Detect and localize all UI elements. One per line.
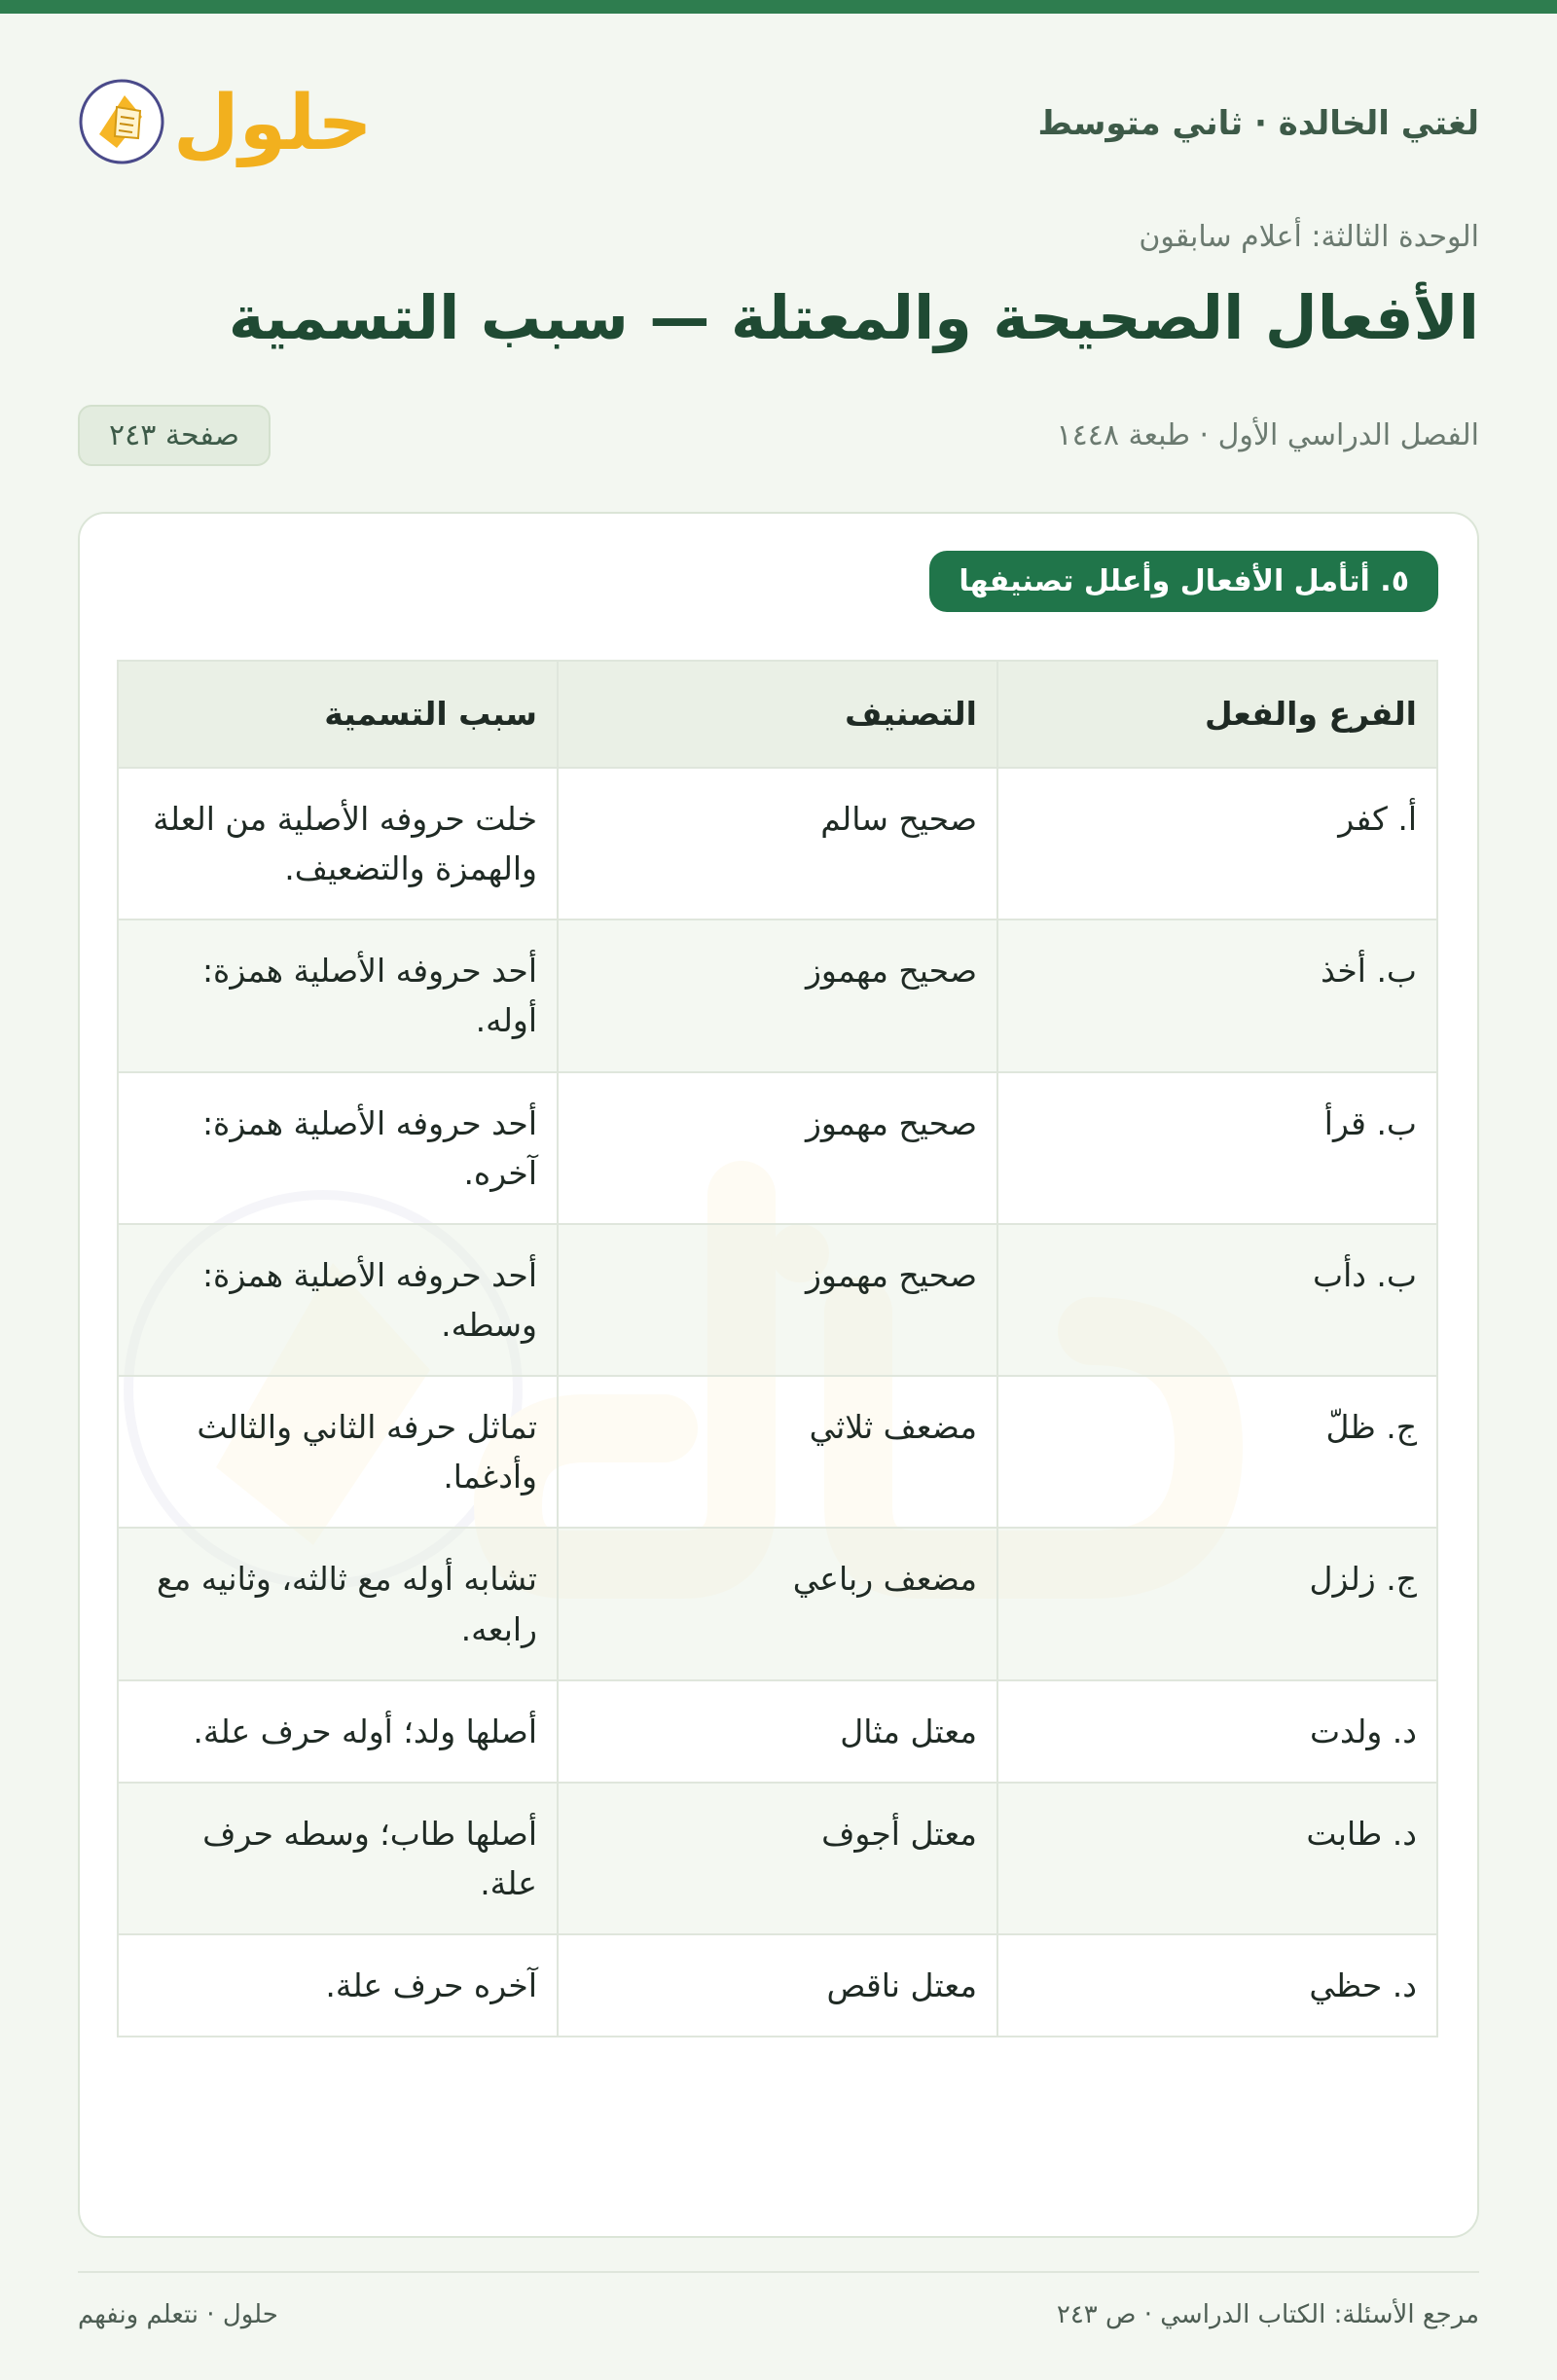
logo-wordmark: حلول [173, 80, 373, 167]
page-number-badge: صفحة ٢٤٣ [78, 405, 271, 466]
unit-label: الوحدة الثالثة: أعلام سابقون [1139, 220, 1479, 254]
reason-cell: أصلها طاب؛ وسطه حرف علة. [118, 1783, 558, 1934]
reason-cell: آخره حرف علة. [118, 1934, 558, 2037]
table-row [118, 1528, 1437, 1679]
semester-label: الفصل الدراسي الأول · طبعة ١٤٤٨ [1056, 417, 1479, 452]
verb-cell: ج. ظلّ [997, 1376, 1437, 1528]
verb-cell: ب. دأب [997, 1224, 1437, 1376]
classification-cell: صحيح سالم [558, 768, 997, 920]
footer-divider [78, 2271, 1479, 2273]
question-label: ٥. أتأمل الأفعال وأعلل تصنيفها [929, 551, 1438, 612]
table-row [118, 1934, 1437, 2037]
classification-cell: معتل ناقص [558, 1934, 997, 2037]
classification-cell: صحيح مهموز [558, 920, 997, 1071]
meta-row [78, 401, 1479, 469]
table-row [118, 768, 1437, 920]
page-title: الأفعال الصحيحة والمعتلة — سبب التسمية [228, 282, 1479, 353]
book-icon [78, 78, 165, 169]
logo[interactable] [78, 78, 373, 169]
verb-cell: د. حظي [997, 1934, 1437, 2037]
column-header-reason: سبب التسمية [118, 661, 558, 768]
question-card [78, 512, 1479, 2238]
verb-cell: د. طابت [997, 1783, 1437, 1934]
column-header-verb: الفرع والفعل [997, 661, 1437, 768]
reason-cell: تماثل حرفه الثاني والثالث وأدغما. [118, 1376, 558, 1528]
reason-cell: خلت حروفه الأصلية من العلة والهمزة والتضعيف. [118, 768, 558, 920]
verb-cell: أ. كفر [997, 768, 1437, 920]
footer-brand: حلول · نتعلم ونفهم [78, 2300, 278, 2329]
page-header [78, 60, 1479, 187]
table-header-row [118, 661, 1437, 768]
classification-cell: مضعف ثلاثي [558, 1376, 997, 1528]
table-row [118, 1783, 1437, 1934]
top-accent-bar [0, 0, 1557, 14]
table-row [118, 1376, 1437, 1528]
column-header-classification: التصنيف [558, 661, 997, 768]
classification-cell: صحيح مهموز [558, 1224, 997, 1376]
footer-reference: مرجع الأسئلة: الكتاب الدراسي · ص ٢٤٣ [1056, 2300, 1479, 2329]
table-row [118, 1680, 1437, 1783]
verb-cell: د. ولدت [997, 1680, 1437, 1783]
table-row [118, 1224, 1437, 1376]
verbs-table [117, 660, 1438, 2037]
table-row [118, 1072, 1437, 1224]
reason-cell: أحد حروفه الأصلية همزة: آخره. [118, 1072, 558, 1224]
book-title: لغتي الخالدة · ثاني متوسط [1037, 104, 1479, 143]
classification-cell: معتل أجوف [558, 1783, 997, 1934]
reason-cell: أحد حروفه الأصلية همزة: أوله. [118, 920, 558, 1071]
verb-cell: ب. أخذ [997, 920, 1437, 1071]
classification-cell: مضعف رباعي [558, 1528, 997, 1679]
classification-cell: صحيح مهموز [558, 1072, 997, 1224]
reason-cell: أحد حروفه الأصلية همزة: وسطه. [118, 1224, 558, 1376]
reason-cell: تشابه أوله مع ثالثه، وثانيه مع رابعه. [118, 1528, 558, 1679]
verb-cell: ب. قرأ [997, 1072, 1437, 1224]
reason-cell: أصلها ولد؛ أوله حرف علة. [118, 1680, 558, 1783]
page-footer [78, 2300, 1479, 2329]
table-row [118, 920, 1437, 1071]
classification-cell: معتل مثال [558, 1680, 997, 1783]
verb-cell: ج. زلزل [997, 1528, 1437, 1679]
